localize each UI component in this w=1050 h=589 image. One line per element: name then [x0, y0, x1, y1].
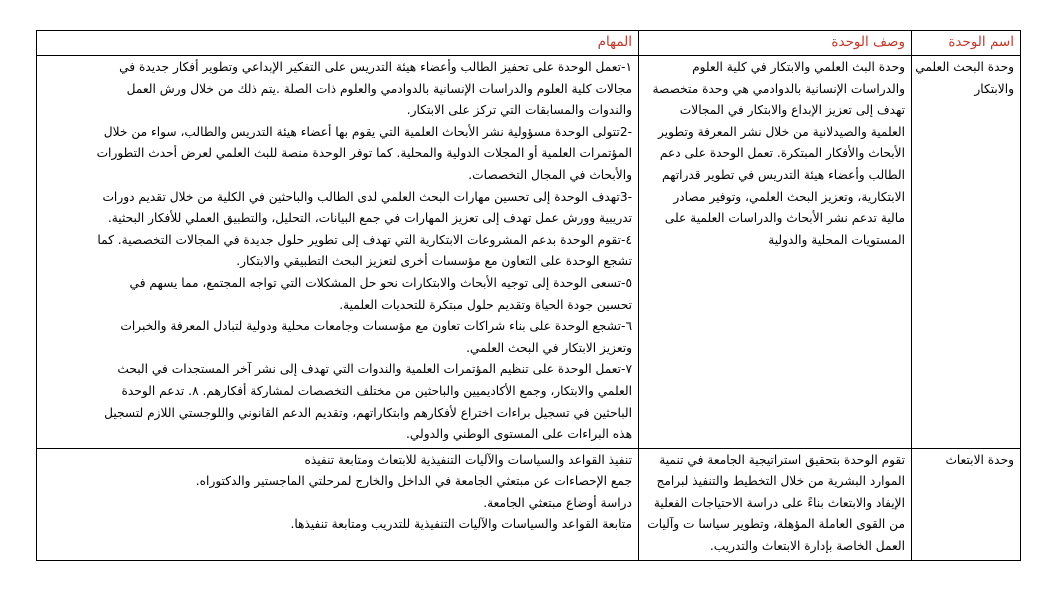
task-line: مجالات كلية العلوم والدراسات الإنسانية بالدوادمي والعلوم ذات الصلة .يتم ذلك من خلال ورش العمل [126, 81, 632, 96]
task-line: العلمي والابتكار، وجمع الأكاديميين والباحثين من مختلف التخصصات لمشاركة أفكارهم. ٨. تدعم الوحدة [121, 383, 632, 398]
description-line: الابتكارية، وتعزيز البحث العلمي، وتوفير مصادر [673, 189, 905, 204]
description-line: تهدف إلى تعزيز الإبداع والابتكار في المجالات [679, 103, 905, 118]
task-line: المؤتمرات العلمية أو المجلات الدولية والمحلية. كما توفر الوحدة منصة للبث العلمي لعرض أحدث التطورات [96, 146, 632, 161]
header-unit-name: اسم الوحدة [912, 31, 1021, 56]
task-line: والأبحاث في المجال التخصصات. [468, 167, 632, 182]
header-row [37, 31, 1021, 56]
task-line: وتعزيز الابتكار في البحث العلمي. [466, 340, 632, 355]
unit-name-line: وحدة البحث العلمي [915, 60, 1014, 74]
description-line: الطالب وأعضاء هيئة التدريس في تطوير قدراتهم [661, 167, 905, 182]
description-line: العلمية والصيدلانية من خلال نشر المعرفة وتطوير [658, 124, 905, 139]
tasks-cell [37, 448, 639, 560]
task-line: تنفيذ القواعد والسياسات والآليات التنفيذية للابتعاث ومتابعة تنفيذه [304, 452, 632, 467]
task-line: -3تهدف الوحدة إلى تحسين مهارات البحث العلمي لدى الطالب والباحثين في الكلية من خلال تقديم دورات [102, 189, 632, 204]
description-line: الموارد البشرية من خلال التخطيط والتنفيذ لبرامج [656, 474, 905, 489]
task-line: -2تتولى الوحدة مسؤولية نشر الأبحاث العلمية التي يقوم بها أعضاء هيئة التدريس والطالب، سواء من خلال [103, 124, 632, 139]
description-line: المستويات المحلية والدولية [768, 232, 905, 247]
task-line: ٤-تقوم الوحدة بدعم المشروعات الابتكارية التي تهدف إلى تطوير حلول جديدة في المجالات التخصصية. كما [97, 232, 632, 247]
header-tasks: المهام [37, 31, 639, 56]
description-line: والدراسات الإنسانية بالدوادمي هي وحدة متخصصة [652, 81, 905, 96]
description-line: العمل الخاصة بإدارة الابتعاث والتدريب. [709, 539, 905, 554]
task-line: ١-تعمل الوحدة على تحفيز الطالب وأعضاء هيئة التدريس على التفكير الإبداعي وتطوير أفكار جديدة في [119, 60, 632, 74]
task-line: هذه البراءات على المستوى الوطني والدولي. [406, 427, 632, 442]
task-line: جمع الإحصاءات عن مبتعثي الجامعة في الداخل والخارج لمرحلتي الماجستير والدكتوراه. [195, 474, 632, 489]
task-line: تدريبية وورش عمل تهدف إلى تعزيز المهارات في جمع البيانات، التحليل، والتطبيق العملي للأفكار البحثية. [107, 211, 632, 226]
task-line: متابعة القواعد والسياسات والآليات التنفيذية للتدريب ومتابعة تنفيذها. [290, 517, 632, 532]
unit-name-line: والابتكار [974, 81, 1014, 96]
task-line: تحسين جودة الحياة وتقديم حلول مبتكرة للتحديات العلمية. [339, 297, 632, 312]
task-line: الباحثين في تسجيل براءات اختراع لأفكارهم وابتكاراتهم، وتقديم الدعم القانوني واللوجستي اللازم لتسجيل [104, 405, 632, 420]
header-unit-description: وصف الوحدة [639, 31, 912, 56]
table-row-scholarship [37, 448, 1021, 560]
task-line: ٧-تعمل الوحدة على تنظيم المؤتمرات العلمية والندوات التي تهدف إلى نشر آخر المستجدات في البحث [117, 362, 632, 377]
description-line: تقوم الوحدة بتحقيق استراتيجية الجامعة في تنمية [659, 452, 905, 467]
task-line: تشجع الوحدة على التعاون مع مؤسسات أخرى لتعزيز البحث التطبيقي والابتكار. [236, 254, 632, 269]
description-line: وحدة البث العلمي والابتكار في كلية العلوم [692, 60, 905, 74]
unit-description-cell [639, 56, 912, 449]
unit-description-cell [639, 448, 912, 560]
description-line: الأبحاث والأفكار المبتكرة. تعمل الوحدة على دعم [659, 146, 905, 161]
tasks-cell [37, 56, 639, 449]
description-line: من القوى العاملة المؤهلة، وتطوير سياسا ت وآليات [647, 517, 905, 532]
task-line: ٦-تشجع الوحدة على بناء شراكات تعاون مع مؤسسات وجامعات محلية ودولية لتبادل المعرفة والخبرات [120, 319, 632, 334]
unit-name-cell [912, 56, 1021, 449]
task-line: والندوات والمسابقات التي تركز على الابتكار. [406, 103, 632, 118]
unit-name-cell [912, 448, 1021, 560]
task-line: ٥-تسعى الوحدة إلى توجيه الأبحاث والابتكارات نحو حل المشكلات التي تواجه المجتمع، مما يسهم في [129, 275, 632, 290]
task-line: دراسة أوضاع مبتعثي الجامعة. [483, 495, 632, 510]
description-line: الإيفاد والابتعاث بناءً على دراسة الاحتياجات الفعلية [653, 495, 905, 510]
unit-name-line: وحدة الابتعاث [945, 452, 1014, 467]
table-row-research-innovation [37, 56, 1021, 449]
units-table [36, 30, 1021, 561]
description-line: مالية تدعم نشر الأبحاث والدراسات العلمية على [664, 211, 905, 226]
